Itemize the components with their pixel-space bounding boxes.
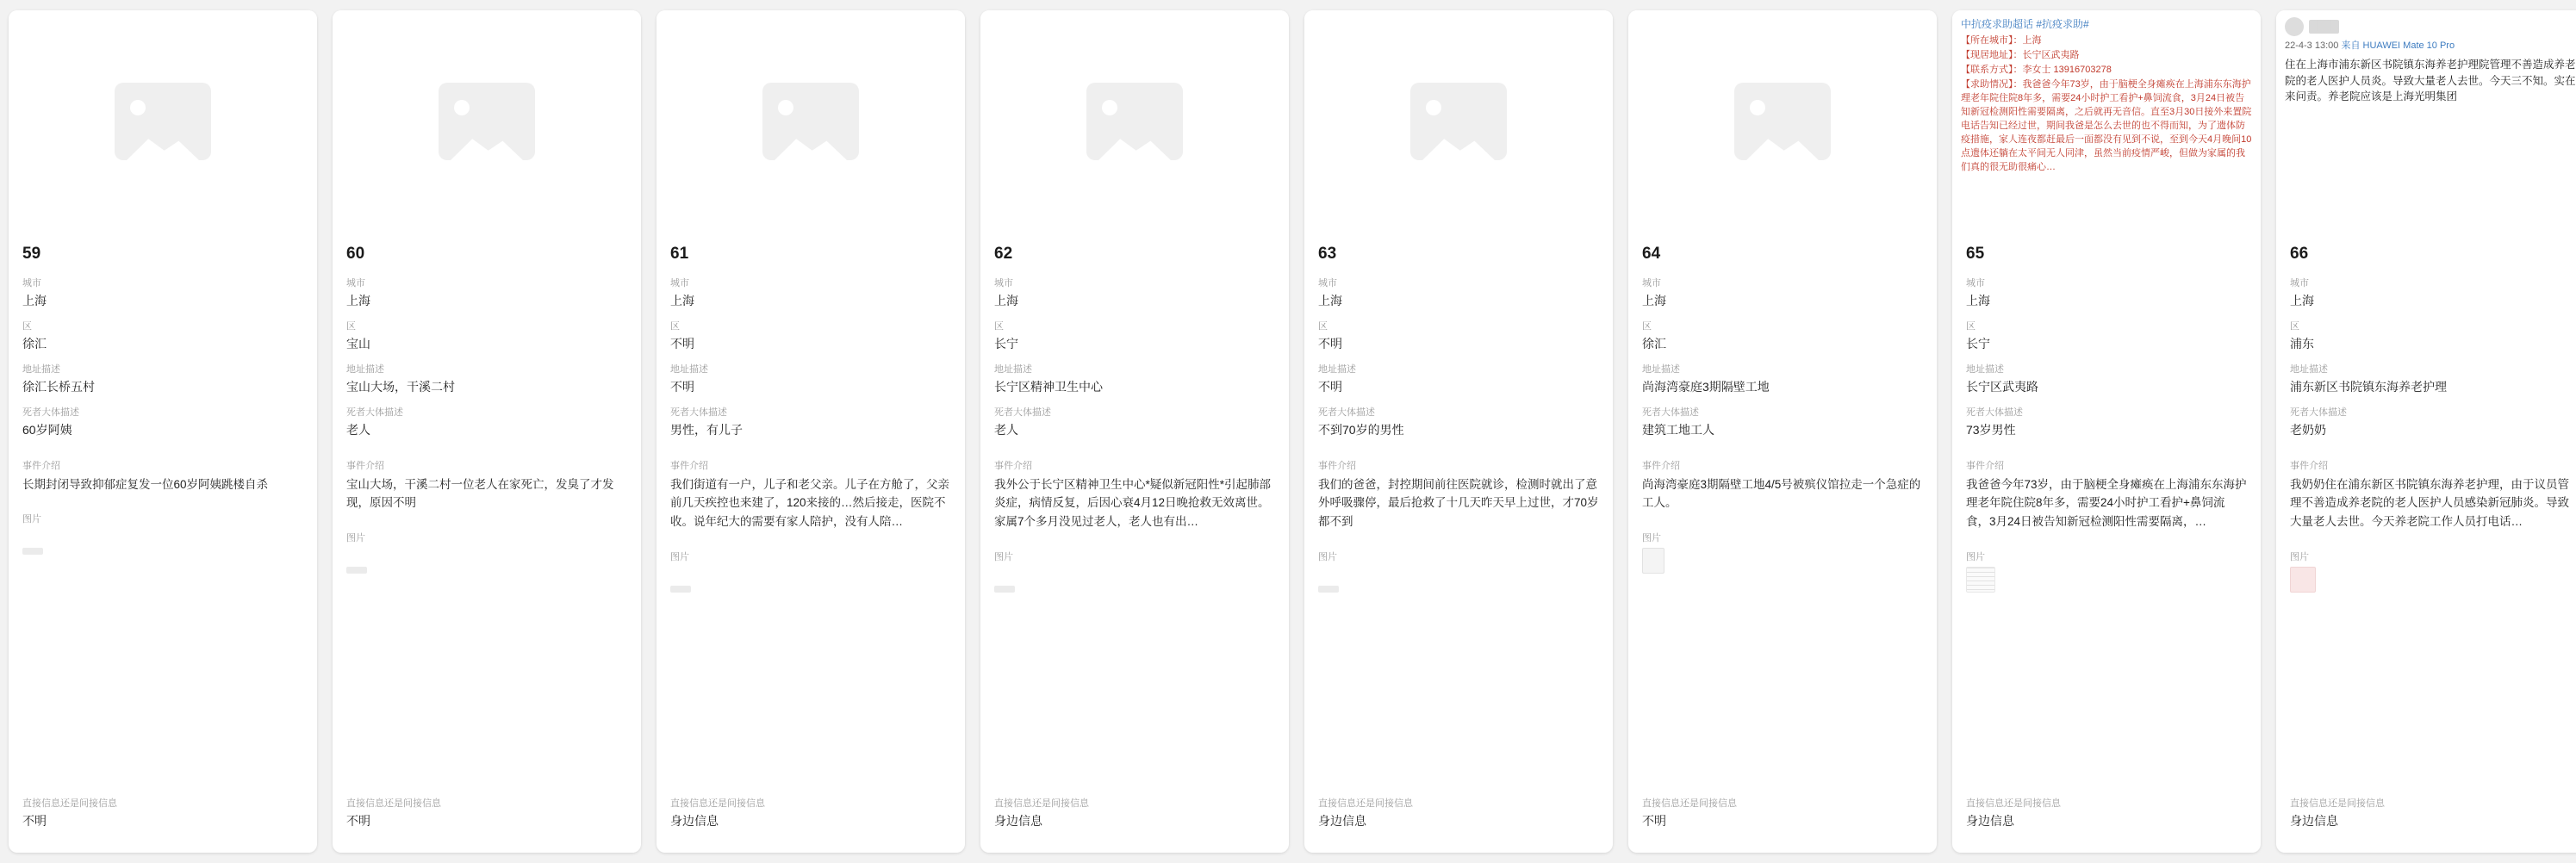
field-city <box>1966 276 2247 309</box>
field-victim <box>994 405 1275 438</box>
field-value-address: 长宁区精神卫生中心 <box>994 379 1103 394</box>
field-label-victim: 死者大体描述 <box>1642 407 1699 418</box>
field-value-city: 上海 <box>346 294 370 307</box>
field-address <box>346 362 627 395</box>
record-id: 60 <box>346 245 365 263</box>
post-topic: 中抗疫求助超话 #抗疫求助# <box>1961 18 2089 30</box>
field-value-victim: 老奶奶 <box>2290 422 2326 437</box>
field-address <box>670 362 951 395</box>
record-id: 64 <box>1642 245 1661 263</box>
card-media[interactable] <box>9 10 317 233</box>
field-value-address: 长宁区武夷路 <box>1966 379 2038 394</box>
field-source <box>1642 796 1923 843</box>
thumbnail-row[interactable] <box>1642 548 1923 574</box>
field-value-event: 长期封闭导致抑郁症复发一位60岁阿姨跳楼自杀 <box>22 477 269 491</box>
field-event <box>1318 458 1599 532</box>
image-placeholder-icon <box>1734 83 1831 160</box>
field-value-event: 我外公于长宁区精神卫生中心*疑似新冠阳性*引起肺部炎症，病情反复，后因心衰4月12日晚抢救无效离世。家属7个多月没见过老人，老人也有出… <box>994 477 1272 529</box>
field-victim <box>670 405 951 438</box>
field-label-event: 事件介绍 <box>670 460 708 471</box>
field-label-city: 城市 <box>1966 278 1985 289</box>
field-value-event: 我奶奶住在浦东新区书院镇东海养老护理，由于议员管理不善造成养老院的老人医护人员感染新冠肺炎。导致大量老人去世。今天养老院工作人员打电话… <box>2290 477 2569 529</box>
field-label-address: 地址描述 <box>1642 363 1680 375</box>
field-label-district: 区 <box>346 320 356 332</box>
field-label-address: 地址描述 <box>670 363 708 375</box>
record-card[interactable] <box>1304 10 1613 853</box>
field-event <box>2290 458 2571 532</box>
field-source <box>22 796 303 843</box>
field-value-district: 不明 <box>670 336 694 351</box>
field-label-address: 地址描述 <box>346 363 384 375</box>
thumbnail-empty-icon[interactable] <box>346 567 367 574</box>
post-timestamp: 22-4-3 13:00 <box>2285 40 2339 51</box>
field-district <box>22 319 303 352</box>
field-district <box>1642 319 1923 352</box>
field-address <box>22 362 303 395</box>
thumbnail-text-icon[interactable] <box>1966 567 1995 593</box>
record-id: 62 <box>994 245 1013 263</box>
field-label-victim: 死者大体描述 <box>1318 407 1375 418</box>
field-image <box>1966 549 2247 593</box>
post-device: 来自 HUAWEI Mate 10 Pro <box>2341 40 2455 51</box>
field-label-city: 城市 <box>670 278 689 289</box>
field-label-image: 图片 <box>1966 552 1985 563</box>
field-value-victim: 60岁阿姨 <box>22 422 72 437</box>
field-label-district: 区 <box>670 320 680 332</box>
post-line-contact: 【联系方式】：李女士 13916703278 <box>1961 65 2112 76</box>
avatar <box>2285 17 2304 36</box>
field-label-event: 事件介绍 <box>1642 460 1680 471</box>
field-event <box>994 458 1275 532</box>
field-source <box>994 796 1275 843</box>
post-screenshot <box>1952 10 2261 233</box>
field-label-district: 区 <box>22 320 32 332</box>
field-value-event: 宝山大场，干溪二村一位老人在家死亡，发臭了才发现，原因不明 <box>346 477 614 510</box>
post-screenshot <box>2276 10 2576 233</box>
field-label-victim: 死者大体描述 <box>670 407 727 418</box>
field-value-address: 不明 <box>670 379 694 394</box>
field-value-city: 上海 <box>994 294 1018 307</box>
field-event <box>346 458 627 513</box>
record-card[interactable] <box>2276 10 2576 853</box>
field-event <box>670 458 951 532</box>
field-value-address: 浦东新区书院镇东海养老护理 <box>2290 379 2447 394</box>
field-label-district: 区 <box>1642 320 1652 332</box>
field-value-district: 不明 <box>1318 336 1342 351</box>
field-district <box>346 319 627 352</box>
field-source <box>1318 796 1599 843</box>
field-source <box>1966 796 2247 843</box>
field-city <box>994 276 1275 309</box>
field-value-victim: 男性，有儿子 <box>670 422 743 437</box>
image-placeholder-icon <box>762 83 859 160</box>
field-label-city: 城市 <box>346 278 365 289</box>
field-label-image: 图片 <box>22 514 41 525</box>
field-value-event: 我们街道有一户，儿子和老父亲。儿子在方舱了，父亲前几天疾控也来建了，120来接的…然后接走，医院不收。说年纪大的需要有家人陪护，没有人陪… <box>670 477 949 529</box>
field-value-address: 宝山大场，干溪二村 <box>346 379 455 394</box>
field-label-image: 图片 <box>1642 533 1661 544</box>
field-value-address: 徐汇长桥五村 <box>22 379 95 394</box>
field-label-address: 地址描述 <box>994 363 1032 375</box>
field-image <box>670 549 951 593</box>
thumbnail-row[interactable] <box>346 548 627 574</box>
field-label-source: 直接信息还是间接信息 <box>22 798 117 810</box>
record-id: 61 <box>670 245 689 263</box>
field-value-victim: 建筑工地工人 <box>1642 422 1714 437</box>
field-label-source: 直接信息还是间接信息 <box>1318 798 1413 810</box>
field-district <box>670 319 951 352</box>
field-address <box>994 362 1275 395</box>
field-value-victim: 老人 <box>346 422 370 437</box>
field-label-victim: 死者大体描述 <box>22 407 79 418</box>
field-label-source: 直接信息还是间接信息 <box>2290 798 2385 810</box>
field-victim <box>22 405 303 438</box>
field-value-event: 我们的爸爸，封控期间前往医院就诊，检测时就出了意外呼吸骤停，最后抢救了十几天昨天早上过世，才70岁都不到 <box>1318 477 1599 529</box>
field-source <box>670 796 951 843</box>
field-label-source: 直接信息还是间接信息 <box>670 798 765 810</box>
image-placeholder-icon <box>439 83 535 160</box>
field-label-image: 图片 <box>1318 552 1337 563</box>
field-district <box>1966 319 2247 352</box>
field-value-source: 不明 <box>1642 814 1666 829</box>
field-label-city: 城市 <box>1318 278 1337 289</box>
field-value-victim: 不到70岁的男性 <box>1318 422 1404 437</box>
field-address <box>2290 362 2571 395</box>
card-media[interactable] <box>2276 10 2576 233</box>
field-label-district: 区 <box>1318 320 1328 332</box>
field-label-victim: 死者大体描述 <box>346 407 403 418</box>
post-line-detail: 【求助情况】：我爸爸今年73岁，由于脑梗全身瘫痪在上海浦东东海护理老年院住院8年多，需要24小时护工看护+鼻饲流食，3月24日被告知新冠检测阳性需要隔离，之后就再无音信。直至3月30日接外来置院电话告知已经过世，期间我爸是怎么去世的也不得而知，为了遗体防疫措施，家人连夜都赶最后一面都没有见到不说，至到今天4月晚间10点遗体还躺在太平间无人同津，虽然当前疫情严峻，但做为家属的我们真的很无助很痛心… <box>1961 79 2252 172</box>
field-value-address: 不明 <box>1318 379 1342 394</box>
field-value-district: 长宁 <box>1966 336 1990 351</box>
field-label-city: 城市 <box>2290 278 2309 289</box>
record-id: 66 <box>2290 245 2309 263</box>
field-value-city: 上海 <box>22 294 47 307</box>
field-value-source: 不明 <box>346 814 370 829</box>
record-card[interactable] <box>980 10 1289 853</box>
field-city <box>1642 276 1923 309</box>
record-id: 63 <box>1318 245 1337 263</box>
card-media[interactable] <box>1304 10 1613 233</box>
image-placeholder-icon <box>115 83 211 160</box>
field-value-event: 尚海湾豪庭3期隔壁工地4/5号被殡仪馆拉走一个急症的工人。 <box>1642 477 1921 510</box>
field-victim <box>346 405 627 438</box>
post-body: 住在上海市浦东新区书院镇东海养老护理院管理不善造成养老院的老人医护人员炎。导致大量老人去世。今天三不知。实在来问责。养老院应该是上海光明集团 <box>2285 58 2576 103</box>
field-label-event: 事件介绍 <box>2290 460 2328 471</box>
field-label-image: 图片 <box>346 533 365 544</box>
post-author-name: ████ <box>2309 20 2339 34</box>
post-line-city: 【所在城市】：上海 <box>1961 35 2042 47</box>
field-address <box>1966 362 2247 395</box>
thumbnail-empty-icon[interactable] <box>670 586 691 593</box>
field-value-victim: 73岁男性 <box>1966 422 2016 437</box>
field-address <box>1318 362 1599 395</box>
field-value-victim: 老人 <box>994 422 1018 437</box>
thumbnail-row[interactable] <box>1966 567 2247 593</box>
field-label-district: 区 <box>994 320 1004 332</box>
thumbnail-row[interactable] <box>2290 567 2571 593</box>
field-label-victim: 死者大体描述 <box>994 407 1051 418</box>
field-label-source: 直接信息还是间接信息 <box>994 798 1089 810</box>
field-image <box>346 531 627 574</box>
field-victim <box>1966 405 2247 438</box>
record-card[interactable] <box>656 10 965 853</box>
post-meta <box>2285 40 2576 53</box>
post-author <box>2285 17 2576 36</box>
field-label-city: 城市 <box>22 278 41 289</box>
field-value-district: 宝山 <box>346 336 370 351</box>
field-district <box>994 319 1275 352</box>
field-label-source: 直接信息还是间接信息 <box>346 798 441 810</box>
card-media[interactable] <box>980 10 1289 233</box>
record-id: 59 <box>22 245 41 263</box>
field-label-city: 城市 <box>1642 278 1661 289</box>
field-address <box>1642 362 1923 395</box>
thumbnail-row[interactable] <box>22 529 303 555</box>
field-value-source: 身边信息 <box>1966 814 2014 829</box>
field-city <box>1318 276 1599 309</box>
field-value-source: 身边信息 <box>1318 814 1366 829</box>
field-value-source: 身边信息 <box>670 814 719 829</box>
thumbnail-document-icon[interactable] <box>1642 548 1664 574</box>
field-label-image: 图片 <box>670 552 689 563</box>
field-value-district: 长宁 <box>994 336 1018 351</box>
field-label-event: 事件介绍 <box>1966 460 2004 471</box>
field-value-district: 浦东 <box>2290 336 2314 351</box>
field-city <box>346 276 627 309</box>
field-city <box>670 276 951 309</box>
field-district <box>2290 319 2571 352</box>
field-image <box>22 512 303 555</box>
card-media[interactable] <box>656 10 965 233</box>
field-label-image: 图片 <box>994 552 1013 563</box>
field-value-district: 徐汇 <box>1642 336 1666 351</box>
record-id: 65 <box>1966 245 1985 263</box>
field-value-city: 上海 <box>2290 294 2314 307</box>
thumbnail-photo-icon[interactable] <box>2290 567 2316 593</box>
field-value-city: 上海 <box>1966 294 1990 307</box>
card-media[interactable] <box>333 10 641 233</box>
image-placeholder-icon <box>1086 83 1183 160</box>
field-label-victim: 死者大体描述 <box>2290 407 2347 418</box>
image-placeholder-icon <box>1410 83 1507 160</box>
post-line-address: 【现居地址】：长宁区武夷路 <box>1961 50 2080 61</box>
thumbnail-empty-icon[interactable] <box>22 548 43 555</box>
field-victim <box>1318 405 1599 438</box>
field-label-event: 事件介绍 <box>994 460 1032 471</box>
record-card[interactable] <box>1628 10 1937 853</box>
field-value-address: 尚海湾豪庭3期隔壁工地 <box>1642 379 1770 394</box>
field-label-source: 直接信息还是间接信息 <box>1642 798 1737 810</box>
field-label-event: 事件介绍 <box>346 460 384 471</box>
field-victim <box>1642 405 1923 438</box>
field-value-city: 上海 <box>1318 294 1342 307</box>
thumbnail-empty-icon[interactable] <box>994 586 1015 593</box>
field-label-event: 事件介绍 <box>1318 460 1356 471</box>
field-label-district: 区 <box>1966 320 1976 332</box>
thumbnail-row[interactable] <box>1318 567 1599 593</box>
field-source <box>346 796 627 843</box>
record-card[interactable] <box>1952 10 2261 853</box>
field-label-address: 地址描述 <box>1966 363 2004 375</box>
field-value-city: 上海 <box>670 294 694 307</box>
field-event <box>22 458 303 494</box>
card-media[interactable] <box>1628 10 1937 233</box>
record-card[interactable] <box>333 10 641 853</box>
field-value-city: 上海 <box>1642 294 1666 307</box>
field-victim <box>2290 405 2571 438</box>
field-image <box>1318 549 1599 593</box>
field-label-event: 事件介绍 <box>22 460 60 471</box>
thumbnail-row[interactable] <box>670 567 951 593</box>
field-label-district: 区 <box>2290 320 2299 332</box>
thumbnail-row[interactable] <box>994 567 1275 593</box>
field-label-address: 地址描述 <box>2290 363 2328 375</box>
field-label-address: 地址描述 <box>22 363 60 375</box>
card-media[interactable] <box>1952 10 2261 233</box>
field-image <box>1642 531 1923 574</box>
field-source <box>2290 796 2571 843</box>
field-district <box>1318 319 1599 352</box>
field-value-event: 我爸爸今年73岁，由于脑梗全身瘫痪在上海浦东东海护理老年院住院8年多，需要24小时护工看护+鼻饲流食，3月24日被告知新冠检测阳性需要隔离，… <box>1966 477 2247 529</box>
field-city <box>2290 276 2571 309</box>
field-event <box>1966 458 2247 532</box>
field-event <box>1642 458 1923 513</box>
field-label-image: 图片 <box>2290 552 2309 563</box>
field-image <box>994 549 1275 593</box>
record-card[interactable] <box>9 10 317 853</box>
field-value-district: 徐汇 <box>22 336 47 351</box>
field-label-city: 城市 <box>994 278 1013 289</box>
field-image <box>2290 549 2571 593</box>
field-value-source: 身边信息 <box>2290 814 2338 829</box>
field-label-source: 直接信息还是间接信息 <box>1966 798 2061 810</box>
field-value-source: 不明 <box>22 814 47 829</box>
field-label-address: 地址描述 <box>1318 363 1356 375</box>
field-city <box>22 276 303 309</box>
field-value-source: 身边信息 <box>994 814 1042 829</box>
field-label-victim: 死者大体描述 <box>1966 407 2023 418</box>
thumbnail-empty-icon[interactable] <box>1318 586 1339 593</box>
